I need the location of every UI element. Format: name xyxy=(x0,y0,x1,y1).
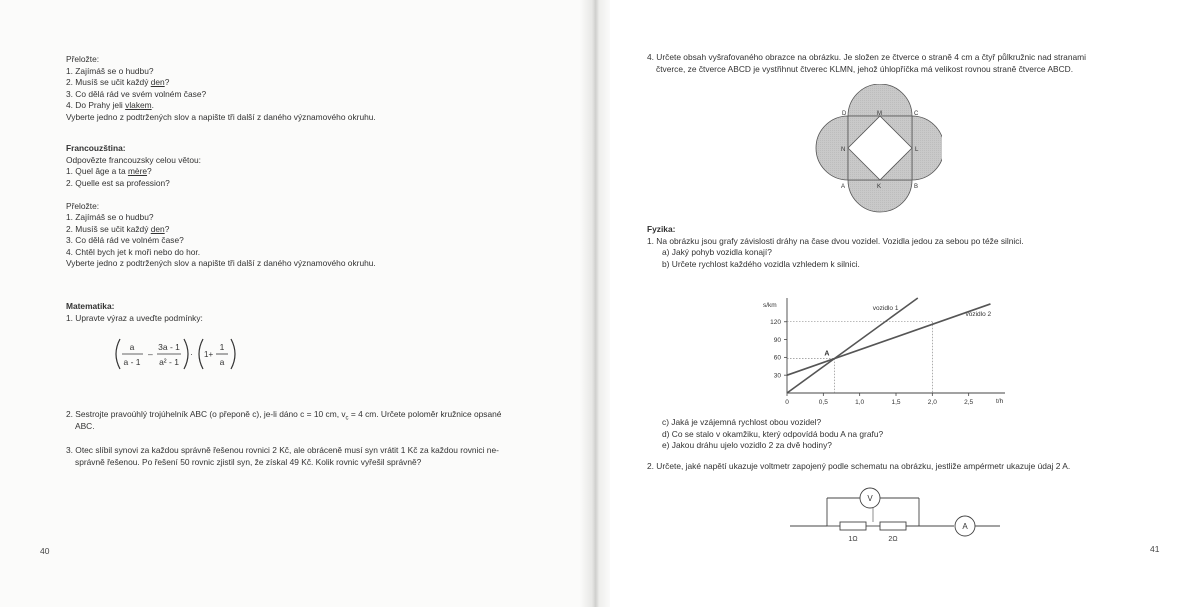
series-label-vozidlo-2: vozidlo 2 xyxy=(965,310,992,318)
expr-num-1: 1 xyxy=(219,342,225,352)
translate-item-3: 3. Co dělá rád ve svém volném čase? xyxy=(66,88,207,99)
page-number-right: 41 xyxy=(1150,544,1160,554)
expr-den-a: a xyxy=(219,357,225,367)
label-K: K xyxy=(877,184,882,190)
french-item-1: 1. Quel âge a ta mère? xyxy=(66,166,152,176)
expr-dot: · xyxy=(190,349,193,359)
label-C: C xyxy=(914,111,919,117)
physics-q1d: d) Co se stalo v okamžiku, který odpovídá bodu A na grafu? xyxy=(662,428,884,439)
physics-q1e: e) Jakou dráhu ujelo vozidlo 2 za dvě hodiny? xyxy=(662,440,832,450)
distance-time-chart xyxy=(755,288,1010,410)
page-number-left: 40 xyxy=(40,546,50,556)
y-tick-label: 120 xyxy=(770,319,781,327)
expr-den-a2: a² - 1 xyxy=(159,357,179,367)
x-tick-label: 2,5 xyxy=(964,399,974,406)
physics-q1a: a) Jaký pohyb vozidla konají? xyxy=(662,247,772,257)
series-label-vozidlo-1: vozidlo 1 xyxy=(872,305,899,312)
expr-minus: – xyxy=(148,349,153,359)
y-tick-label: 60 xyxy=(773,354,781,362)
translate-item-4: 4. Do Prahy jeli vlakem. xyxy=(66,100,154,110)
chart-ylabel: s/km xyxy=(763,302,777,309)
resistor-1 xyxy=(840,522,866,530)
translate-item-2: 2. Musíš se učit každý den? xyxy=(66,77,170,87)
circuit-diagram xyxy=(785,484,1005,546)
expr-num-a: a xyxy=(129,342,135,352)
translate-item-1: 1. Zajímáš se o hudbu? xyxy=(66,65,154,76)
physics-heading: Fyzika: xyxy=(647,224,676,234)
physics-q1c: c) Jaká je vzájemná rychlost obou vozidel? xyxy=(662,417,822,427)
x-tick-label: 2,0 xyxy=(927,399,937,406)
label-M: M xyxy=(877,111,882,117)
right-page xyxy=(600,0,1200,607)
translate2-item-4: 4. Chtěl bych jet k moři nebo do hor. xyxy=(66,246,201,257)
translate2-item-3: 3. Co dělá rád ve volném čase? xyxy=(66,235,184,245)
label-D: D xyxy=(842,111,847,117)
translate-heading-1: Přeložte: xyxy=(66,54,100,64)
expr-one-plus: 1+ xyxy=(204,350,214,359)
physics-q2: 2. Určete, jaké napětí ukazuje voltmetr zapojený podle schematu na obrázku, jestliže ampérmetr ukazuje údaj 2 A. xyxy=(647,461,1071,471)
shaded-figure xyxy=(812,84,942,214)
translate-heading-2: Přeložte: xyxy=(66,200,100,211)
math-task-3-line2: správně řešenou. Po řešení 50 rovnic zjistil syn, že získal 49 Kč. Kolik rovnic vyřešil správně? xyxy=(75,456,422,467)
left-page xyxy=(0,0,590,607)
french-item-2: 2. Quelle est sa profession? xyxy=(66,177,170,188)
resistor-1-label: 1Ω xyxy=(848,536,858,543)
physics-q1b: b) Určete rychlost každého vozidla vzhledem k silnici. xyxy=(662,258,860,269)
translate2-item-1: 1. Zajímáš se o hudbu? xyxy=(66,212,154,222)
label-B: B xyxy=(914,184,919,190)
x-tick-label: 0 xyxy=(785,399,789,406)
math-task-3-line1: 3. Otec slíbil synovi za každou správně řešenou rovnici 2 Kč, ale obráceně musí syn vrátit 1 Kč za každou rovnici ne- xyxy=(66,445,499,455)
label-A: A xyxy=(841,184,846,190)
resistor-2 xyxy=(880,522,906,530)
label-L: L xyxy=(915,147,919,153)
french-prompt: Odpovězte francouzsky celou větou: xyxy=(66,154,202,165)
french-heading: Francouzština: xyxy=(66,143,126,153)
translate-instruction-2: Vyberte jedno z podtržených slov a napište tři další z daného významového okruhu. xyxy=(66,258,376,268)
series-line-1 xyxy=(787,298,918,393)
y-tick-label: 30 xyxy=(773,372,781,380)
expr-den-a-minus-1: a - 1 xyxy=(123,357,141,367)
translate-instruction-1: Vyberte jedno z podtržených slov a napište tři další z daného významového okruhu. xyxy=(66,111,376,122)
x-tick-label: 0,5 xyxy=(818,399,828,406)
label-N: N xyxy=(841,147,846,153)
task-4-line2: čtverce, ze čtverce ABCD je vystřihnut čtverec KLMN, jehož úhlopříčka má velikost rovnou straně čtverce ABCD. xyxy=(656,63,1074,74)
physics-q1: 1. Na obrázku jsou grafy závislosti dráhy na čase dvou vozidel. Vozidla jedou za sebou po téže silnici. xyxy=(647,235,1024,246)
ammeter-label: A xyxy=(962,522,968,531)
expr-num-3a: 3a - 1 xyxy=(158,342,180,352)
x-tick-label: 1,5 xyxy=(891,399,901,406)
math-heading: Matematika: xyxy=(66,301,115,311)
chart-xlabel: t/h xyxy=(996,398,1004,405)
translate2-item-2: 2. Musíš se učit každý den? xyxy=(66,223,170,234)
chart-point-a-label: A xyxy=(824,350,830,358)
x-tick-label: 1,0 xyxy=(855,399,865,406)
series-line-2 xyxy=(787,304,990,375)
math-task-2-line2: ABC. xyxy=(75,420,95,431)
y-tick-label: 90 xyxy=(773,336,781,344)
task-4-line1: 4. Určete obsah vyšrafovaného obrazce na obrázku. Je složen ze čtverce o straně 4 cm a čtyř půlkružnic nad stranami xyxy=(647,52,1086,62)
math-task-1: 1. Upravte výraz a uveďte podmínky: xyxy=(66,312,203,323)
voltmeter-label: V xyxy=(867,494,873,503)
figure-shaded-shape xyxy=(816,84,942,212)
math-task-2: 2. Sestrojte pravoúhlý trojúhelník ABC (o přeponě c), je-li dáno c = 10 cm, $v_c = 4$ cm. Určete poloměr kružnice opsané xyxy=(66,409,502,422)
resistor-2-label: 2Ω xyxy=(888,536,898,543)
math-expression xyxy=(110,336,245,372)
